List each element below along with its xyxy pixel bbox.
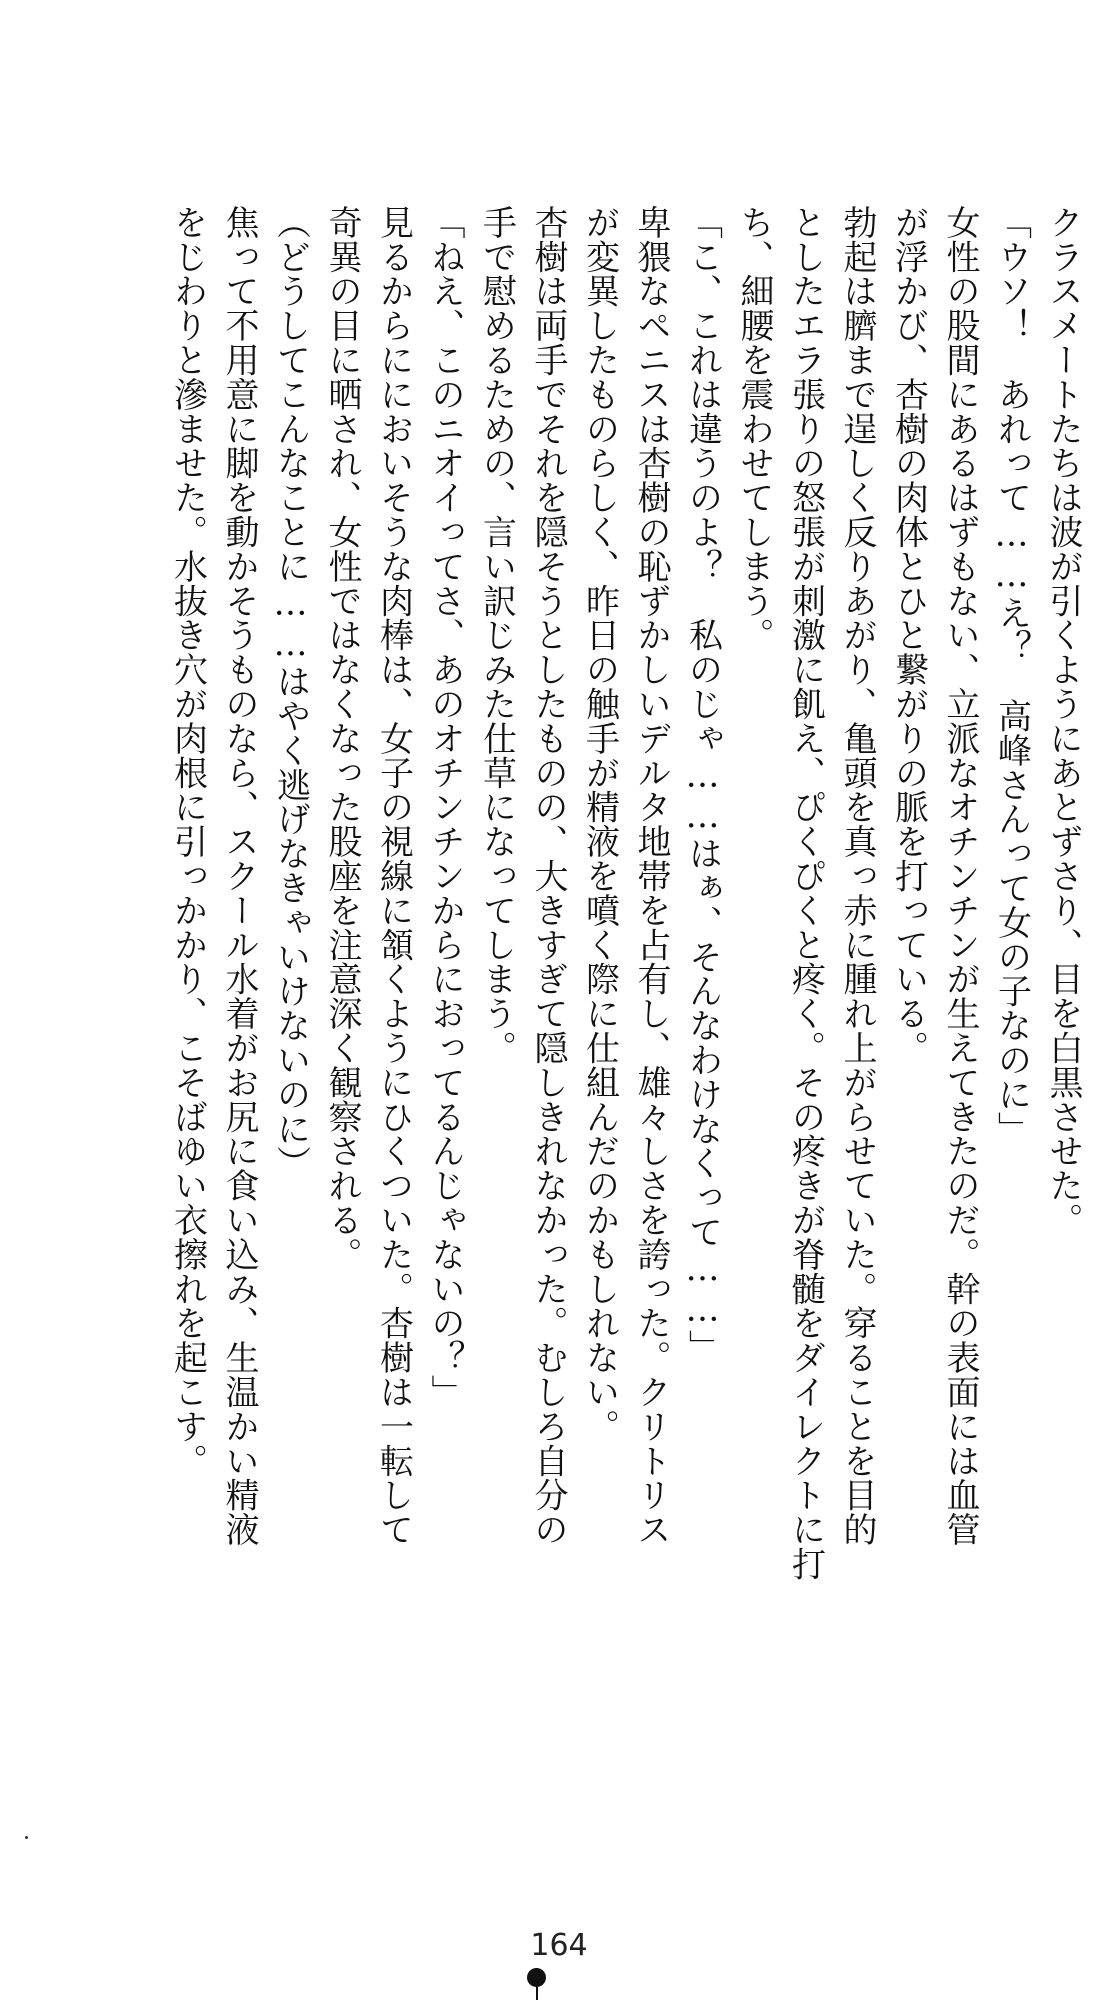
vertical-text-body bbox=[68, 205, 1088, 1720]
text-line: としたエラ張りの怒張が刺激に飢え、ぴくぴくと疼く。その疼きが脊髄をダイレクトに打 bbox=[785, 205, 826, 1581]
text-line: 「ウソ！ あれって……え？ 高峰さんって女の子なのに」 bbox=[991, 205, 1032, 1146]
text-line: 女性の股間にあるはずもない、立派なオチンチンが生えてきたのだ。幹の表面には血管 bbox=[940, 205, 980, 1547]
text-line: ち、細腰を震わせてしまう。 bbox=[734, 205, 774, 653]
page-number: 164 bbox=[530, 1928, 588, 1963]
text-line: 見るからににおいそうな肉棒は、女子の視線に頷くようにひくついた。杏樹は一転して bbox=[373, 205, 414, 1547]
text-line: をじわりと滲ませた。水抜き穴が肉根に引っかかり、こそばゆい衣擦れを起こす。 bbox=[167, 205, 208, 1478]
text-line: が変異したものらしく、昨日の触手が精液を噴く際に仕組んだのかもしれない。 bbox=[579, 205, 620, 1444]
text-line: クラスメートたちは波が引くようにあとずさり、目を白黒させた。 bbox=[1043, 205, 1083, 1237]
page-marker-dot-icon bbox=[527, 1968, 546, 1987]
text-line: 手で慰めるための、言い訳じみた仕草になってしまう。 bbox=[476, 205, 517, 1065]
text-line: 「こ、これは違うのよ？ 私のじゃ……はぁ、そんなわけなくって……」 bbox=[682, 205, 723, 1365]
text-line: が浮かび、杏樹の肉体とひと繋がりの脈を打っている。 bbox=[888, 205, 929, 1065]
text-line: （どうしてこんなことに……はやく逃げなきゃいけないのに） bbox=[270, 205, 311, 1181]
text-line: 奇異の目に晒され、女性ではなくなった股座を注意深く観察される。 bbox=[322, 205, 362, 1272]
text-line: 勃起は臍まで逞しく反りあがり、亀頭を真っ赤に腫れ上がらせていた。穿ることを目的 bbox=[837, 205, 877, 1547]
scan-speck bbox=[25, 1836, 28, 1839]
text-line: 卑猥なペニスは杏樹の恥ずかしいデルタ地帯を占有し、雄々しさを誇った。クリトリス bbox=[631, 205, 671, 1547]
text-line: 「ねえ、このニオイってさ、あのオチンチンからにおってるんじゃないの？」 bbox=[425, 205, 465, 1409]
text-line: 焦って不用意に脚を動かそうものなら、スクール水着がお尻に食い込み、生温かい精液 bbox=[219, 205, 259, 1547]
text-line: 杏樹は両手でそれを隠そうとしたものの、大きすぎて隠しきれなかった。むしろ自分の bbox=[528, 205, 568, 1547]
